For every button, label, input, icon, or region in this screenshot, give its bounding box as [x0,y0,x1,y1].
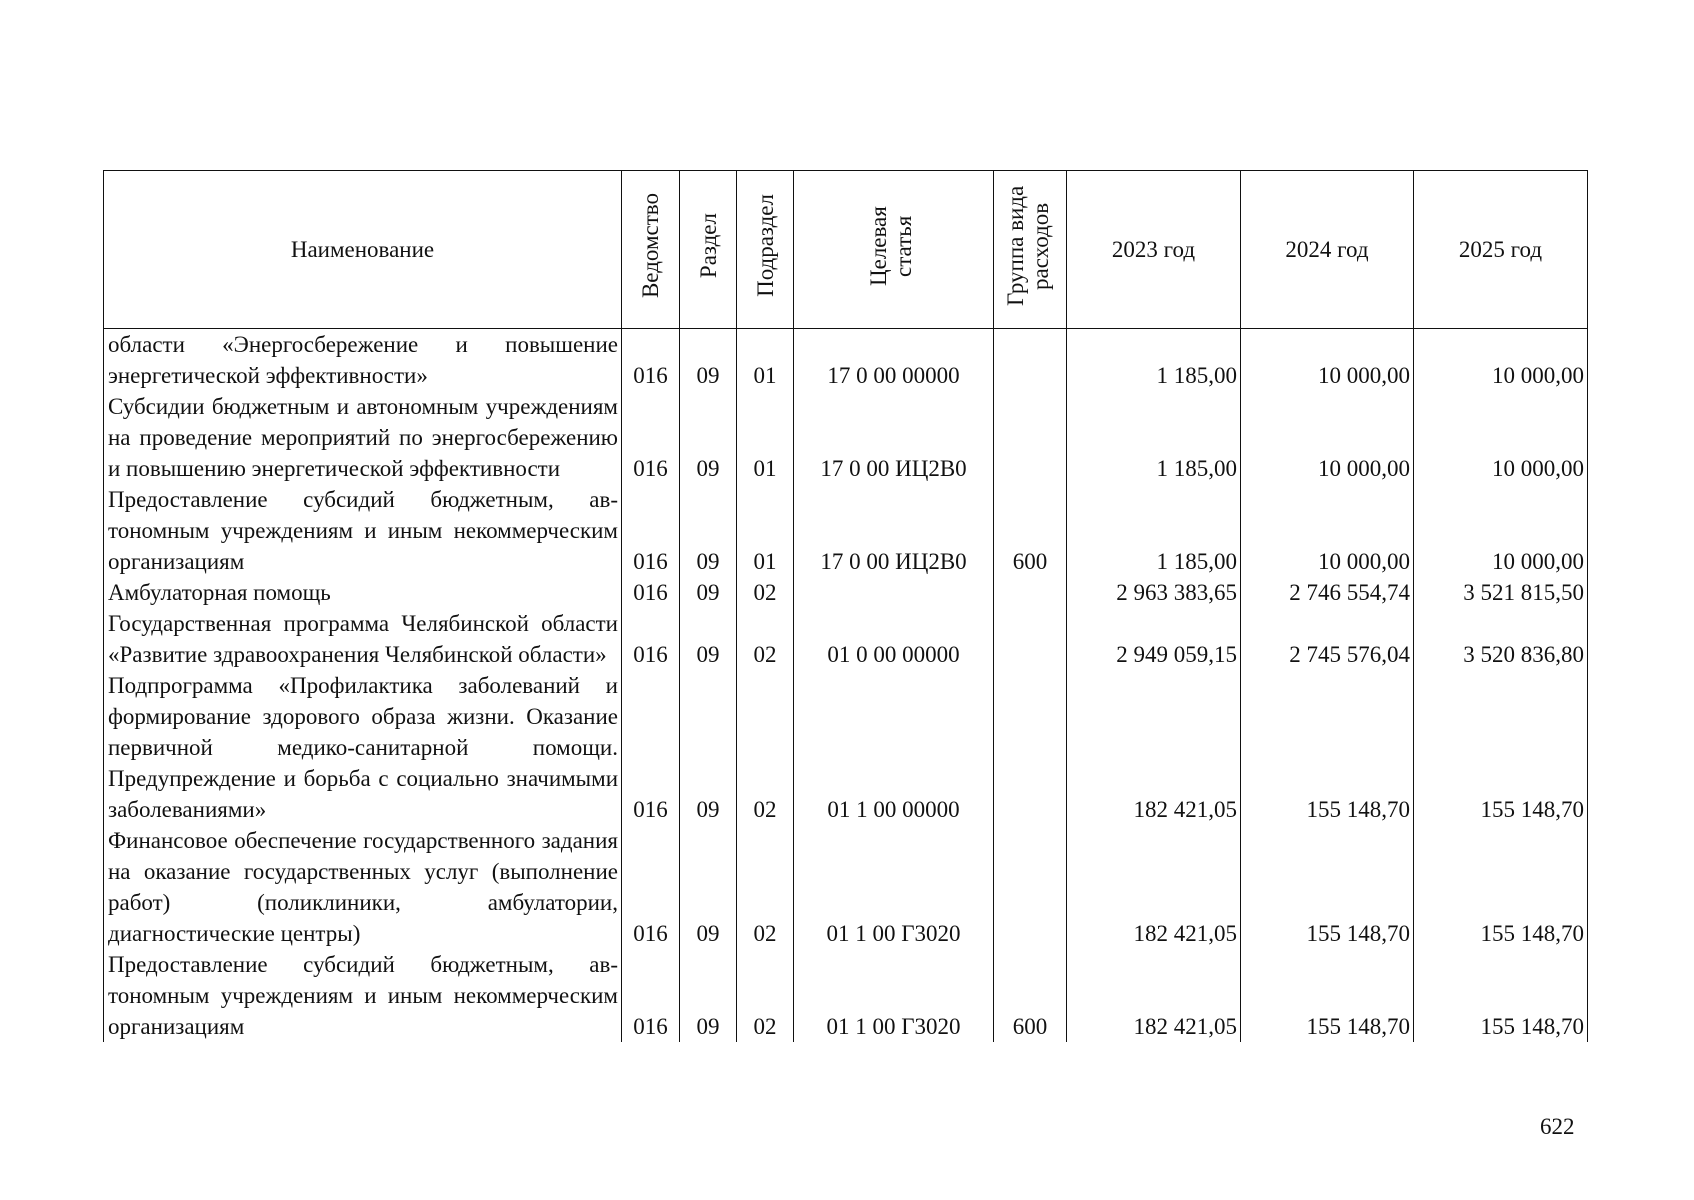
row-gruppa: 600 [994,484,1067,577]
row-2024: 2 745 576,04 [1241,608,1414,670]
row-razdel: 09 [680,329,737,392]
table-row [104,577,1588,608]
row-gruppa [994,391,1067,484]
row-gruppa: 600 [994,949,1067,1042]
row-2025: 155 148,70 [1414,670,1588,825]
row-celevaya [794,577,994,608]
row-ved: 016 [622,577,680,608]
table-row [104,484,1588,577]
header-podrazdel [737,171,794,329]
header-2023: 2023 год [1067,171,1241,329]
row-2025: 155 148,70 [1414,825,1588,949]
row-razdel: 09 [680,825,737,949]
header-celevaya [794,171,994,329]
row-name: Предоставление субсидий бюджетным, автономным учреждениям и иным некоммерческим организациям [104,949,622,1042]
budget-table-container [103,170,1587,1042]
row-2024: 155 148,70 [1241,825,1414,949]
row-celevaya: 01 0 00 00000 [794,608,994,670]
row-razdel: 09 [680,577,737,608]
table-row [104,391,1588,484]
row-ved: 016 [622,484,680,577]
header-razdel-label: Раздел [695,212,721,279]
page-number: 622 [1540,1114,1575,1139]
header-gruppa-label: Группа вида расходов [1003,185,1053,306]
row-podrazdel: 02 [737,825,794,949]
row-name: Субсидии бюджетным и автономным учреждениям на проведение мероприятий по энергосбережению и повышению энергетической эффективности [104,391,622,484]
row-podrazdel: 01 [737,484,794,577]
row-2023: 2 949 059,15 [1067,608,1241,670]
row-podrazdel: 02 [737,670,794,825]
row-2024: 155 148,70 [1241,949,1414,1042]
header-2024: 2024 год [1241,171,1414,329]
header-gruppa [994,171,1067,329]
row-razdel: 09 [680,670,737,825]
row-name: области «Энергосбережение и повышение энергетической эффективности» [104,329,622,392]
row-gruppa [994,608,1067,670]
row-gruppa [994,670,1067,825]
table-row [104,949,1588,1042]
row-celevaya: 17 0 00 00000 [794,329,994,392]
row-2024: 10 000,00 [1241,391,1414,484]
header-ved [622,171,680,329]
table-row [104,825,1588,949]
row-razdel: 09 [680,391,737,484]
header-podrazdel-label: Подраздел [752,194,778,297]
row-name: Государственная программа Челябинской области «Развитие здравоохранения Челябинской области» [104,608,622,670]
row-razdel: 09 [680,949,737,1042]
row-2023: 1 185,00 [1067,391,1241,484]
row-ved: 016 [622,329,680,392]
table-header [104,171,1588,329]
row-podrazdel: 01 [737,329,794,392]
row-razdel: 09 [680,608,737,670]
header-razdel [680,171,737,329]
row-podrazdel: 02 [737,949,794,1042]
row-gruppa [994,577,1067,608]
row-celevaya: 01 1 00 Г3020 [794,949,994,1042]
row-2023: 182 421,05 [1067,670,1241,825]
row-2025: 10 000,00 [1414,391,1588,484]
table-body [104,329,1588,1043]
row-2025: 10 000,00 [1414,329,1588,392]
table-row [104,608,1588,670]
row-2024: 10 000,00 [1241,329,1414,392]
row-2023: 1 185,00 [1067,329,1241,392]
row-ved: 016 [622,608,680,670]
row-name: Амбулаторная помощь [104,577,622,608]
header-2025: 2025 год [1414,171,1588,329]
header-name: Наименование [104,171,622,329]
row-name: Предоставление субсидий бюджетным, автономным учреждениям и иным некоммерческим организациям [104,484,622,577]
row-razdel: 09 [680,484,737,577]
row-celevaya: 01 1 00 Г3020 [794,825,994,949]
row-2025: 10 000,00 [1414,484,1588,577]
row-2023: 182 421,05 [1067,825,1241,949]
table-row [104,329,1588,392]
budget-table [103,170,1588,1042]
row-2025: 3 521 815,50 [1414,577,1588,608]
row-2024: 2 746 554,74 [1241,577,1414,608]
row-ved: 016 [622,825,680,949]
row-gruppa [994,329,1067,392]
row-2025: 3 520 836,80 [1414,608,1588,670]
header-celevaya-label: Целевая статья [865,205,916,286]
row-podrazdel: 02 [737,577,794,608]
row-2023: 1 185,00 [1067,484,1241,577]
row-2025: 155 148,70 [1414,949,1588,1042]
row-2023: 2 963 383,65 [1067,577,1241,608]
row-celevaya: 17 0 00 ИЦ2В0 [794,391,994,484]
row-ved: 016 [622,670,680,825]
row-podrazdel: 01 [737,391,794,484]
row-name: Подпрограмма «Профилактика заболеваний и формирование здорового образа жизни. Оказание первичной медико-санитарной помощи. Предупреждение и борьба с социально значимыми заболеваниями» [104,670,622,825]
row-podrazdel: 02 [737,608,794,670]
row-2023: 182 421,05 [1067,949,1241,1042]
header-ved-label: Ведомство [638,192,663,299]
row-gruppa [994,825,1067,949]
row-ved: 016 [622,949,680,1042]
row-2024: 155 148,70 [1241,670,1414,825]
row-name: Финансовое обеспечение государственного задания на оказание государственных услуг (выполнение работ) (поликлиники, амбулатории, диагностические центры) [104,825,622,949]
row-celevaya: 17 0 00 ИЦ2В0 [794,484,994,577]
row-2024: 10 000,00 [1241,484,1414,577]
row-ved: 016 [622,391,680,484]
table-row [104,670,1588,825]
row-celevaya: 01 1 00 00000 [794,670,994,825]
